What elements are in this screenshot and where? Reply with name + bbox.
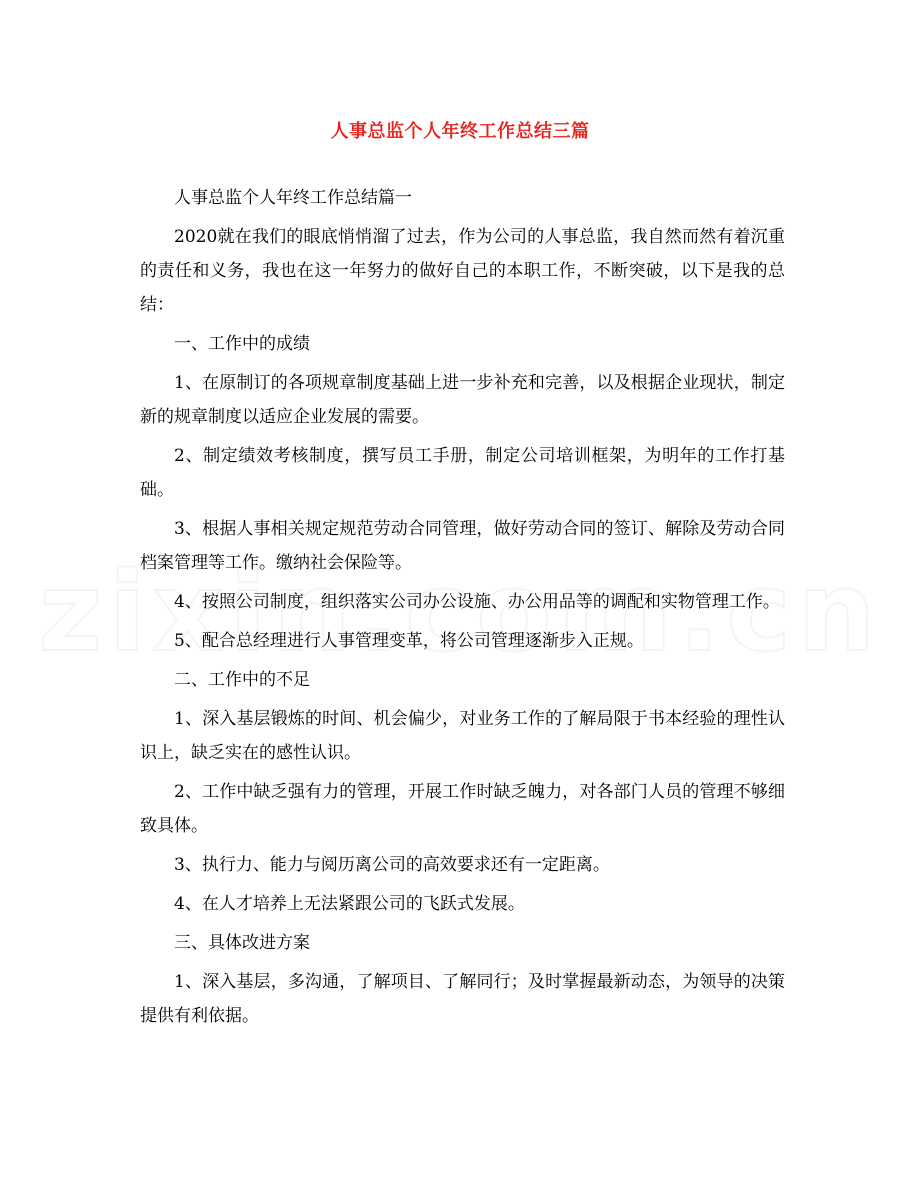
- paragraph: 4、按照公司制度，组织落实公司办公设施、办公用品等的调配和实物管理工作。: [174, 592, 780, 612]
- section-heading: 人事总监个人年终工作总结篇一: [174, 188, 412, 208]
- paragraph: 3、执行力、能力与阅历离公司的高效要求还有一定距离。: [174, 855, 610, 875]
- document-body: [140, 181, 785, 1038]
- document-title: 人事总监个人年终工作总结三篇: [330, 121, 590, 142]
- paragraph: 1、在原制订的各项规章制度基础上进一步补充和完善，以及根据企业现状，制定新的规章制度以适应企业发展的需要。: [140, 373, 785, 427]
- paragraph: 1、深入基层锻炼的时间、机会偏少，对业务工作的了解局限于书本经验的理性认识上，缺乏实在的感性认识。: [140, 709, 785, 763]
- section-heading: 二、工作中的不足: [174, 670, 310, 690]
- paragraph: 2、制定绩效考核制度，撰写员工手册，制定公司培训框架，为明年的工作打基础。: [140, 446, 785, 500]
- paragraph: 3、根据人事相关规定规范劳动合同管理，做好劳动合同的签订、解除及劳动合同档案管理等工作。缴纳社会保险等。: [140, 519, 785, 573]
- paragraph: 1、深入基层，多沟通，了解项目、了解同行；及时掌握最新动态，为领导的决策提供有利依据。: [140, 972, 785, 1026]
- paragraph: 5、配合总经理进行人事管理变革，将公司管理逐渐步入正规。: [174, 631, 644, 651]
- paragraph: 2、工作中缺乏强有力的管理，开展工作时缺乏魄力，对各部门人员的管理不够细致具体。: [140, 782, 785, 836]
- paragraph: 4、在人才培养上无法紧跟公司的飞跃式发展。: [174, 894, 525, 914]
- paragraph: 2020就在我们的眼底悄悄溜了过去，作为公司的人事总监，我自然而然有着沉重的责任和义务，我也在这一年努力的做好自己的本职工作，不断突破，以下是我的总结：: [140, 227, 785, 315]
- section-heading: 三、具体改进方案: [174, 933, 310, 953]
- section-heading: 一、工作中的成绩: [174, 334, 310, 354]
